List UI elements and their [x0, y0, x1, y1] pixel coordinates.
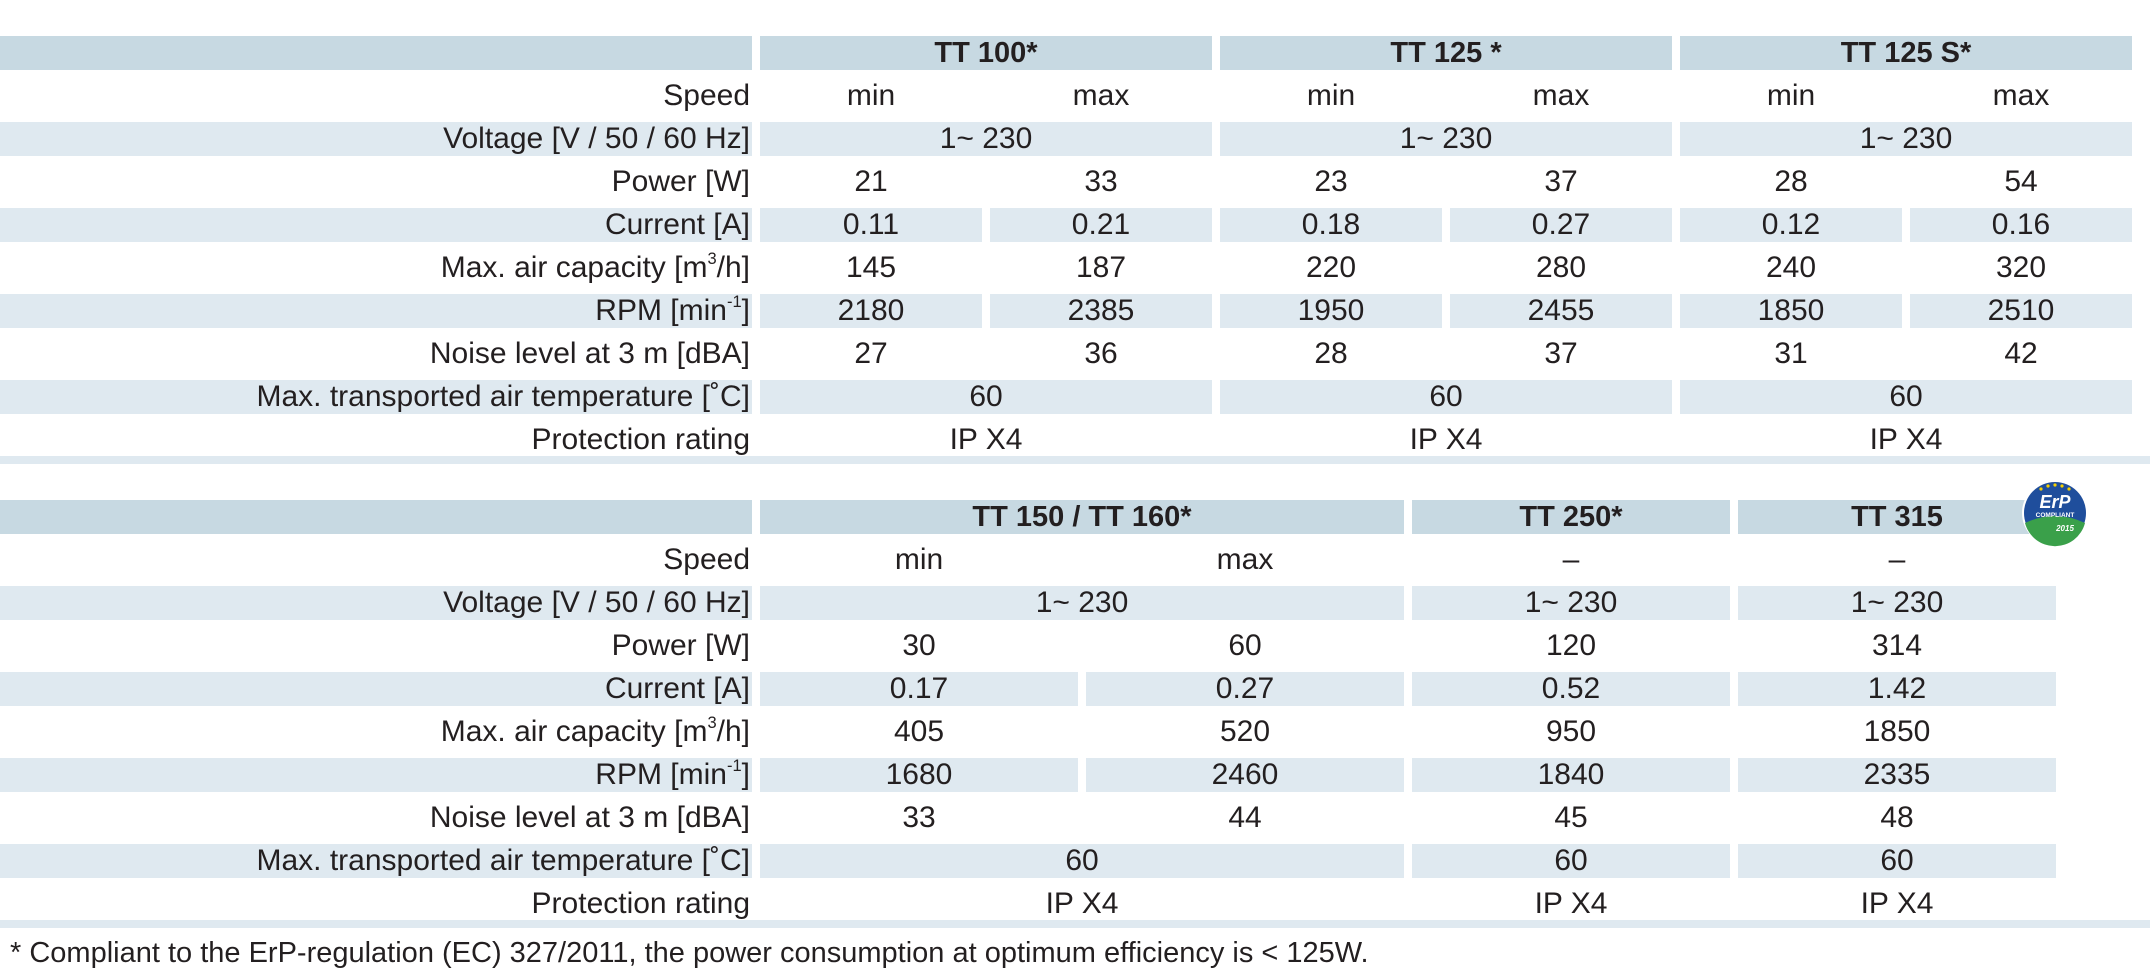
rpm-cell: 1840 [1412, 758, 1730, 792]
speed-cell: – [1888, 543, 1906, 576]
power-cell: 120 [1545, 629, 1597, 662]
power-cell: 54 [2004, 165, 2038, 198]
row-label-air-capacity: Max. air capacity [m $^3$ /h] [440, 713, 750, 748]
noise-cell: 28 [1314, 337, 1348, 370]
air-capacity-cell: 405 [893, 715, 945, 748]
row-label-protection: Protection rating [531, 423, 750, 456]
row-label-power: Power [W] [611, 629, 750, 662]
row-label-air-capacity: Max. air capacity [m $^3$ /h] [440, 249, 750, 284]
model-header: TT 125 * [1220, 36, 1672, 70]
air-capacity-cell: 145 [845, 251, 897, 284]
protection-cell: IP X4 [1409, 423, 1483, 456]
header-spacer [0, 500, 752, 534]
temperature-cell: 60 [1738, 844, 2056, 878]
rpm-cell: 2335 [1738, 758, 2056, 792]
temperature-cell: 60 [1220, 380, 1672, 414]
badge-year: 2015 [2056, 524, 2074, 533]
noise-cell: 36 [1084, 337, 1118, 370]
voltage-cell: 1~ 230 [1680, 122, 2132, 156]
current-cell: 0.27 [1450, 208, 1672, 242]
row-label-rpm: RPM [min $^{-1}$ ] [0, 758, 752, 792]
noise-cell: 37 [1544, 337, 1578, 370]
temperature-cell: 60 [1680, 380, 2132, 414]
row-label-protection: Protection rating [531, 887, 750, 920]
voltage-cell: 1~ 230 [760, 122, 1212, 156]
speed-cell: max [1532, 79, 1590, 112]
air-capacity-cell: 320 [1995, 251, 2047, 284]
noise-cell: 31 [1774, 337, 1808, 370]
rpm-cell: 2510 [1910, 294, 2132, 328]
model-header: TT 250* [1412, 500, 1730, 534]
air-capacity-cell: 220 [1305, 251, 1357, 284]
air-capacity-cell: 187 [1075, 251, 1127, 284]
noise-cell: 48 [1880, 801, 1914, 834]
rpm-cell: 1680 [760, 758, 1078, 792]
power-cell: 314 [1871, 629, 1923, 662]
speed-cell: – [1562, 543, 1580, 576]
specs-table-1 [0, 36, 2132, 457]
air-capacity-cell: 520 [1219, 715, 1271, 748]
row-label-current: Current [A] [0, 208, 752, 242]
speed-cell: min [1766, 79, 1816, 112]
current-cell: 1.42 [1738, 672, 2056, 706]
current-cell: 0.12 [1680, 208, 1902, 242]
power-cell: 37 [1544, 165, 1578, 198]
model-header: TT 125 S* [1680, 36, 2132, 70]
speed-cell: max [1216, 543, 1274, 576]
rpm-cell: 1950 [1220, 294, 1442, 328]
row-label-temperature: Max. transported air temperature [˚C] [0, 380, 752, 414]
air-capacity-cell: 240 [1765, 251, 1817, 284]
rpm-cell: 1850 [1680, 294, 1902, 328]
current-cell: 0.52 [1412, 672, 1730, 706]
temperature-cell: 60 [760, 380, 1212, 414]
row-label-voltage: Voltage [V / 50 / 60 Hz] [0, 586, 752, 620]
current-cell: 0.16 [1910, 208, 2132, 242]
temperature-cell: 60 [760, 844, 1404, 878]
current-cell: 0.21 [990, 208, 1212, 242]
speed-cell: min [1306, 79, 1356, 112]
noise-cell: 33 [902, 801, 936, 834]
row-label-speed: Speed [663, 79, 750, 112]
speed-cell: max [1992, 79, 2050, 112]
protection-cell: IP X4 [949, 423, 1023, 456]
model-header: TT 100* [760, 36, 1212, 70]
noise-cell: 42 [2004, 337, 2038, 370]
model-header: TT 315 [1738, 500, 2056, 534]
model-header: TT 150 / TT 160* [760, 500, 1404, 534]
protection-cell: IP X4 [1534, 887, 1608, 920]
voltage-cell: 1~ 230 [760, 586, 1404, 620]
temperature-cell: 60 [1412, 844, 1730, 878]
protection-cell: IP X4 [1869, 423, 1943, 456]
row-label-power: Power [W] [611, 165, 750, 198]
badge-text-main: ErP [2039, 492, 2071, 512]
erp-compliant-badge-icon [2021, 479, 2089, 547]
speed-cell: max [1072, 79, 1130, 112]
footnote: * Compliant to the ErP-regulation (EC) 327/2011, the power consumption at optimum efficiency is < 125W. [10, 937, 1369, 969]
current-cell: 0.17 [760, 672, 1078, 706]
row-label-voltage: Voltage [V / 50 / 60 Hz] [0, 122, 752, 156]
voltage-cell: 1~ 230 [1738, 586, 2056, 620]
current-cell: 0.18 [1220, 208, 1442, 242]
noise-cell: 45 [1554, 801, 1588, 834]
noise-cell: 44 [1228, 801, 1262, 834]
row-label-speed: Speed [663, 543, 750, 576]
air-capacity-cell: 950 [1545, 715, 1597, 748]
speed-cell: min [894, 543, 944, 576]
power-cell: 28 [1774, 165, 1808, 198]
rpm-cell: 2180 [760, 294, 982, 328]
rpm-cell: 2460 [1086, 758, 1404, 792]
voltage-cell: 1~ 230 [1220, 122, 1672, 156]
rpm-cell: 2385 [990, 294, 1212, 328]
protection-cell: IP X4 [1045, 887, 1119, 920]
specs-table-2 [0, 500, 2056, 921]
badge-text-sub: COMPLIANT [2035, 512, 2075, 519]
header-spacer [0, 36, 752, 70]
current-cell: 0.11 [760, 208, 982, 242]
power-cell: 60 [1228, 629, 1262, 662]
voltage-cell: 1~ 230 [1412, 586, 1730, 620]
current-cell: 0.27 [1086, 672, 1404, 706]
protection-cell: IP X4 [1860, 887, 1934, 920]
noise-cell: 27 [854, 337, 888, 370]
row-label-noise: Noise level at 3 m [dBA] [429, 337, 750, 370]
power-cell: 30 [902, 629, 936, 662]
power-cell: 33 [1084, 165, 1118, 198]
row-label-current: Current [A] [0, 672, 752, 706]
power-cell: 21 [854, 165, 888, 198]
air-capacity-cell: 280 [1535, 251, 1587, 284]
rpm-cell: 2455 [1450, 294, 1672, 328]
row-label-temperature: Max. transported air temperature [˚C] [0, 844, 752, 878]
table-divider [0, 456, 2150, 464]
air-capacity-cell: 1850 [1863, 715, 1931, 748]
power-cell: 23 [1314, 165, 1348, 198]
table-divider [0, 920, 2150, 928]
row-label-noise: Noise level at 3 m [dBA] [429, 801, 750, 834]
row-label-rpm: RPM [min $^{-1}$ ] [0, 294, 752, 328]
speed-cell: min [846, 79, 896, 112]
